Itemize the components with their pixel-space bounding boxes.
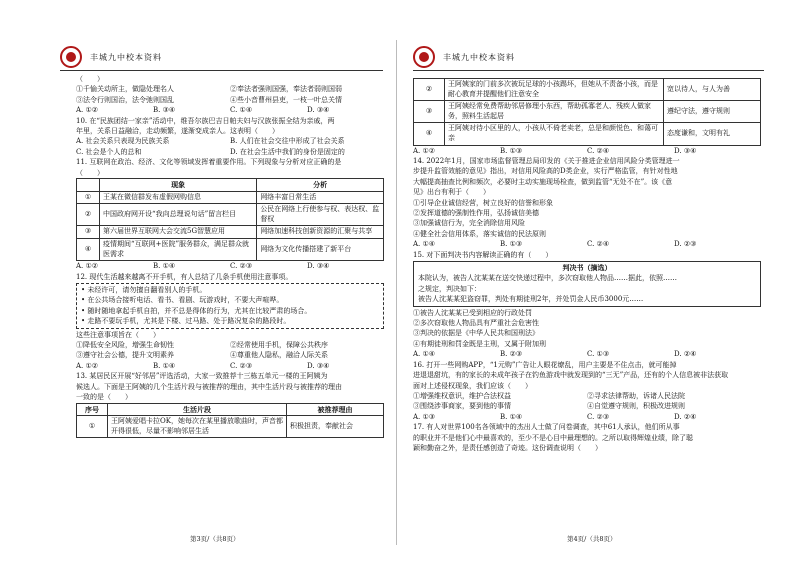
- q14-opt2: ②发挥道德的强制性作用，弘扬诚信美德: [413, 209, 539, 217]
- q14-choice-c[interactable]: C. ②④: [587, 240, 610, 249]
- school-seal-icon: [413, 46, 435, 68]
- q13-stem-3: 一致的是（ ）: [76, 393, 132, 402]
- q12-choice-d[interactable]: D. ③④: [307, 361, 330, 370]
- q10-stem-2: 年里，关系日益融洽，走动频繁，遂渐变成亲人。这表明（ ）: [76, 127, 279, 136]
- q14-stem-4: 见》出台有利于（ ）: [413, 188, 490, 197]
- q10-opt-c[interactable]: C. 社会是个人的总和: [76, 147, 142, 156]
- right-footer: 第4页/（共8页）: [567, 535, 617, 543]
- school-title: 丰城九中校本资料: [443, 52, 515, 62]
- q9-paren: （ ）: [76, 75, 104, 83]
- q16-choice-b[interactable]: B. ①④: [500, 412, 523, 421]
- q12-notice-1: • 未经许可，请勿擅自翻看别人的手机。: [81, 286, 207, 295]
- q16-choice-d[interactable]: D. ②④: [674, 412, 697, 421]
- q11-choice-c[interactable]: C. ②③: [230, 262, 253, 271]
- q10-opt-a[interactable]: A. 社会关系只表现为民族关系: [76, 137, 170, 146]
- q13-row4-num: ④: [414, 123, 445, 145]
- q11-row2-analysis: 公民在网络上行使参与权、表达权、监督权: [257, 204, 384, 226]
- q15-opt4: ④有期徒刑和罚金既是主刑，又属于附加刑: [413, 339, 546, 348]
- q11-th-num: [77, 179, 100, 192]
- q12-choice-a[interactable]: A. ①②: [76, 361, 99, 370]
- q13-row3-num: ③: [414, 101, 445, 123]
- q10-stem-1: 10. 在“民族团结一家亲”活动中，维吾尔族巴吉日帕夫妇与汉族张振全结为亲戚，两: [76, 116, 335, 125]
- q11-choice-d[interactable]: D. ③④: [307, 262, 330, 271]
- q14-stem-3: 大幅提高抽查比例和频次，必要时主动实施现场检查，做到监管“无处不在”。该《意: [413, 177, 673, 186]
- q15-verdict-box: [413, 261, 761, 307]
- q11-row4-num: ④: [77, 239, 100, 261]
- q13-th-reason: 被推荐理由: [287, 403, 384, 416]
- q13-stem-1: 13. 某居民区开展“好邻居”评选活动，大家一致推荐十三栋五单元一楼的王阿姨为: [76, 372, 328, 381]
- q16-choice-c[interactable]: C. ②③: [587, 412, 610, 421]
- q13-row2-num: ②: [414, 79, 445, 101]
- q15-choice-c[interactable]: C. ①③: [587, 350, 610, 359]
- school-seal-icon: [60, 46, 82, 68]
- q13-stem-2: 候选人。下面是王阿姨的几个生活片段与被推荐的理由，其中生活片段与被推荐的理由: [76, 382, 342, 391]
- q12-notice-box: [76, 283, 384, 329]
- q12-choice-c[interactable]: C. ②③: [230, 361, 253, 370]
- q11-row4-analysis: 网络为文化传播搭建了新平台: [257, 239, 384, 261]
- q13-choice-d[interactable]: D. ③④: [674, 146, 697, 155]
- right-page: [397, 0, 794, 561]
- q14-choice-d[interactable]: D. ②③: [674, 240, 697, 249]
- q15-verdict-title: 判决书（摘选）: [562, 263, 612, 273]
- q14-choice-b[interactable]: B. ①③: [500, 240, 523, 249]
- q13-choice-a[interactable]: A. ①②: [413, 146, 436, 155]
- q17-stem-2: 的职业并不是他们心中最喜欢的，至少不是心目中最理想的。之所以取得辉煌业绩，除了聪: [413, 433, 693, 442]
- left-footer: 第3页/（共8页）: [190, 535, 240, 543]
- q14-stem-1: 14. 2022年1月，国家市场监督管理总局印发的《关于推进企业信用风险分类管理进一: [413, 156, 680, 165]
- q16-stem-1: 16. 打开一些网购APP，“1元购”广告让人眼花缭乱，用户主要是不住点击，就可能掉: [413, 360, 677, 369]
- q12-choice-b[interactable]: B. ①④: [153, 361, 176, 370]
- q11-row1-phenomenon: 王某在微信群发布虚假网购信息: [100, 191, 257, 204]
- q13-th-num: 序号: [77, 403, 108, 416]
- left-header: [60, 44, 383, 71]
- table-row: [77, 416, 384, 438]
- q15-verdict-l1: 本院认为，被告人沈某某在送交快递过程中，多次窃取他人物品……据此，依照……: [418, 274, 677, 283]
- q16-opt2: ②寻求法律帮助，诉诸人民法院: [587, 391, 685, 400]
- q13-row1-fragment: 王阿姨爱唱卡拉OK，她每次在某里播放歌曲时，声音都开得很低，尽量不影响邻居生活: [108, 416, 287, 438]
- q11-row4-phenomenon: 疫情期间“互联网+医院”服务群众，满足群众就医需求: [100, 239, 257, 261]
- school-title: 丰城九中校本资料: [90, 52, 162, 62]
- q9-choice-c[interactable]: C. ①④: [230, 106, 253, 115]
- q11-choice-a[interactable]: A. ①②: [76, 262, 99, 271]
- q11-row3-analysis: 网络加速科技创新资源的汇聚与共享: [257, 226, 384, 239]
- q13-row4-reason: 态度谦和，文明有礼: [664, 123, 761, 145]
- q11-row1-analysis: 网络丰富日常生活: [257, 191, 384, 204]
- q9-choice-b[interactable]: B. ③④: [153, 106, 176, 115]
- q11-stem-1: 11. 互联网在政治、经济、文化等领域发挥着重要作用。下列现象与分析对应正确的是: [76, 158, 342, 167]
- q15-choice-b[interactable]: B. ②③: [500, 350, 523, 359]
- q17-stem-3: 颖和勤奋之外，是责任感创造了奇迹。这份调查说明（ ）: [413, 443, 602, 452]
- right-content: [413, 78, 761, 453]
- q16-opt1: ①增强维权意识，维护合法权益: [413, 391, 511, 400]
- q11-table: [76, 178, 384, 261]
- q10-opt-d[interactable]: D. 在社会生活中我们的身份是固定的: [230, 147, 345, 156]
- table-row: [77, 226, 384, 239]
- q13-row1-reason: 积极担责，奉献社会: [287, 416, 384, 438]
- q9-opt2: ②奉法者强则国强，奉法者弱则国弱: [230, 85, 342, 94]
- q16-opt4: ④自觉遵守规则，积极改进规则: [587, 402, 685, 411]
- q9-opt1: ①千愉关动所主，做隐处理名人: [76, 85, 174, 94]
- q15-stem: 15. 对下面判决书内容解读正确的有（ ）: [413, 250, 553, 259]
- table-row: [77, 239, 384, 261]
- q12-opt4: ④尊重他人隐私，融洽人际关系: [230, 351, 328, 360]
- q11-row1-num: ①: [77, 191, 100, 204]
- q13-row1-num: ①: [77, 416, 108, 438]
- q17-stem-1: 17. 有人对世界100名各领域中的杰出人士做了问卷调查，其中61人承认，他们所从事: [413, 423, 680, 432]
- q13-row2-reason: 宽以待人，与人为善: [664, 79, 761, 101]
- q9-opt4: ④些小音曹州县吏，一枝一叶总关情: [230, 95, 342, 104]
- q14-stem-2: 步提升监管效能的意见》指出，对信用风险高的D类企业，实行严格监管，有针对性地: [413, 167, 678, 176]
- q15-verdict-l2: 之规定，判决如下：: [418, 284, 481, 293]
- q11-th-phenomenon: 现象: [100, 179, 257, 192]
- q13-row3-reason: 遵纪守法，遵守规则: [664, 101, 761, 123]
- table-row: [77, 191, 384, 204]
- q15-choice-a[interactable]: A. ①④: [413, 350, 436, 359]
- q12-notice-3: • 随时随地拿起手机自拍，并不总是得体的行为，尤其在比较严肃的场合。: [81, 306, 312, 315]
- q11-choice-b[interactable]: B. ①④: [153, 262, 176, 271]
- q13-table-cont: [413, 78, 761, 146]
- table-row: [77, 204, 384, 226]
- q11-th-analysis: 分析: [257, 179, 384, 192]
- q12-notice-4: • 走路不要玩手机，尤其是下楼、过马路、处于路况复杂的路段时。: [81, 317, 291, 326]
- q14-opt4: ④健全社会信用体系，落实诚信的民法原则: [413, 229, 546, 238]
- left-content: [76, 74, 384, 438]
- q13-table: [76, 403, 384, 439]
- q11-row3-num: ③: [77, 226, 100, 239]
- q16-stem-3: 面对上述侵权现象，我们应该（ ）: [413, 381, 532, 390]
- q12-notice-2: • 在公共场合接听电话、看书、看剧、玩游戏时，不要大声喧哗。: [81, 296, 284, 305]
- q15-opt1: ①被告人沈某某已受到相应的行政处罚: [413, 308, 532, 317]
- q13-th-fragment: 生活片段: [108, 403, 287, 416]
- q9-opt3: ③法令行则国治，法令弛则国乱: [76, 95, 174, 104]
- q11-row3-phenomenon: 第六届世界互联网大会交流5G智慧应用: [100, 226, 257, 239]
- q15-verdict-l3: 被告人沈某某犯盗窃罪，判处有期徒刑2年，并处罚金人民币3000元……: [418, 295, 644, 304]
- q14-opt3: ③加强诚信行为，完全消除信用风险: [413, 219, 525, 228]
- q9-choice-d[interactable]: D. ③④: [307, 106, 330, 115]
- q13-row2-fragment: 王阿姨家的门前多次被玩足球的小孩踢坏，但她从不责备小孩，而是耐心教育并提醒他们注意安全: [445, 79, 664, 101]
- q16-opt3: ③围绕涉事商家，要到他的事情: [413, 402, 511, 411]
- q13-row3-fragment: 王阿姨经常免费帮助邻居修理小东西，帮助孤寡老人、残疾人做家务，照料生活起居: [445, 101, 664, 123]
- q11-row2-num: ②: [77, 204, 100, 226]
- q16-choice-a[interactable]: A. ①③: [413, 412, 436, 421]
- table-row: [414, 101, 761, 123]
- q12-stem-1: 12. 现代生活越来越离不开手机，有人总结了几条手机使用注意事项。: [76, 272, 293, 281]
- q15-choice-d[interactable]: D. ②④: [674, 350, 697, 359]
- q12-stem-2: 这些注意事项旨在（ ）: [76, 330, 160, 339]
- q11-stem-2: （ ）: [76, 168, 104, 177]
- q13-choice-c[interactable]: C. ②④: [587, 146, 610, 155]
- q13-row4-fragment: 王阿姨对待小区里的人，小孩从不倚老卖老，总是和颜悦色、和蔼可亲: [445, 123, 664, 145]
- q11-row2-phenomenon: 中国政府网开设“我向总理说句话”留言栏目: [100, 204, 257, 226]
- table-row: [414, 123, 761, 145]
- q9-choice-a[interactable]: A. ①②: [76, 106, 99, 115]
- q10-opt-b[interactable]: B. 人们在社会交往中形成了社会关系: [230, 137, 345, 146]
- q13-choice-b[interactable]: B. ①③: [500, 146, 523, 155]
- q14-choice-a[interactable]: A. ①④: [413, 240, 436, 249]
- q15-opt2: ②多次窃取他人物品具有严重社会危害性: [413, 319, 539, 328]
- q12-opt3: ③遵守社会公德，提升文明素养: [76, 351, 174, 360]
- q12-opt2: ②经常使用手机，保障公共秩序: [230, 341, 328, 350]
- right-header: [413, 44, 764, 71]
- q16-stem-2: 进退退甜坑，有的家长的未成年孩子在钓鱼游戏中就发现到的“三无”产品，还有的个人信息被非法获取: [413, 371, 729, 380]
- q15-opt3: ③判决的依据是《中华人民共和国刑法》: [413, 329, 539, 338]
- table-row: [414, 79, 761, 101]
- q12-opt1: ①降低安全风险，增强生命韧性: [76, 341, 174, 350]
- q14-opt1: ①引导企业诚信经营，树立良好的信誉和形象: [413, 198, 553, 207]
